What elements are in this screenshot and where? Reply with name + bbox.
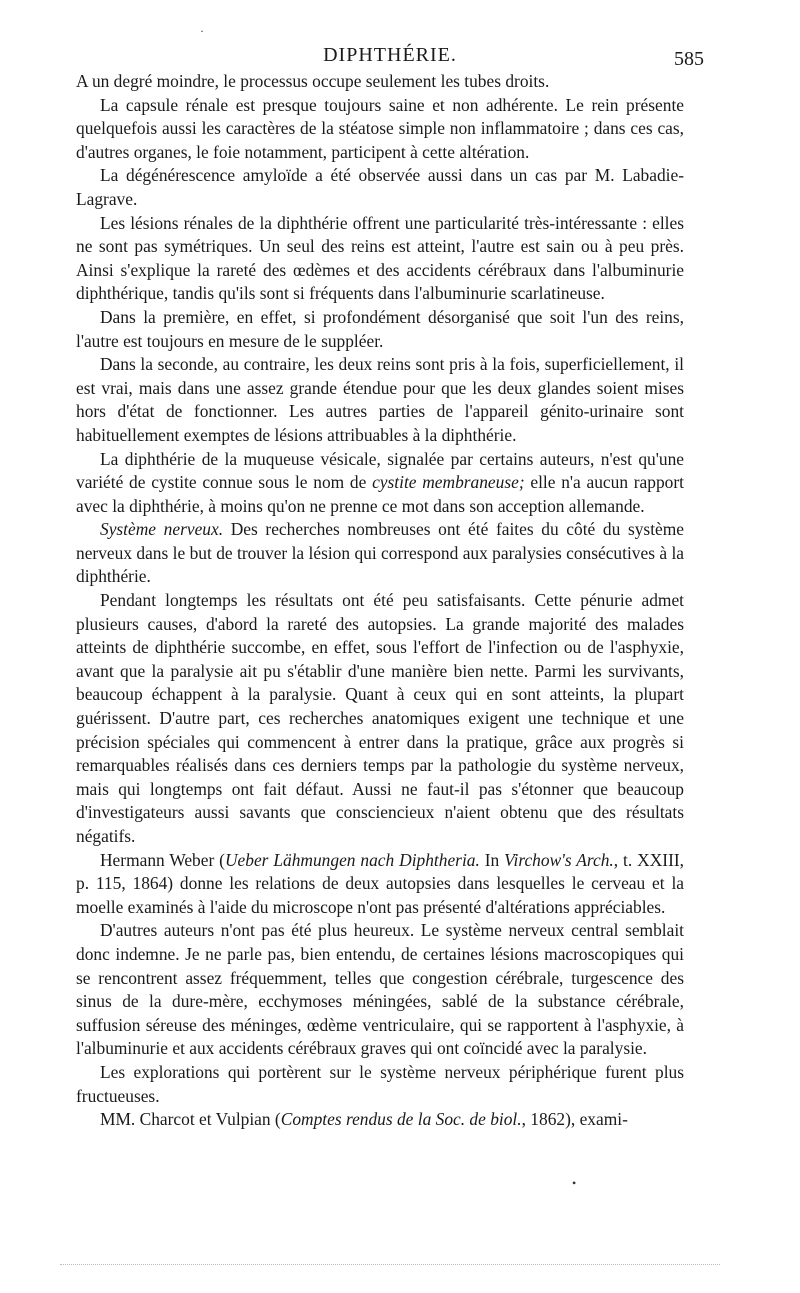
- paragraph: [76, 589, 684, 849]
- text-segment: elle n'a aucun rapport avec la diphthérie, à moins qu'on ne prenne ce mot dans son acception allemande.: [76, 472, 684, 516]
- italic-text-segment: Comptes rendus de la Soc. de biol.: [280, 1109, 522, 1130]
- paragraph: [76, 849, 684, 920]
- text-segment: Les lésions rénales de la diphthérie offrent une particularité très-intéressante : elles ne sont pas symétriques. Un seul des reins est atteint, l'autre est sain ou à peu près. Ainsi s'explique la rareté des œdèmes et des accidents cérébraux dans l'albuminurie diphthérique, tandis qu'ils sont si fréquents dans l'albuminurie scarlatineuse.: [76, 212, 684, 304]
- text-segment: D'autres auteurs n'ont pas été plus heureux. Le système nerveux central semblait donc indemne. Je ne parle pas, bien entendu, de certaines lésions macroscopiques qui se rencontrent assez fréquemment, telles que congestion cérébrale, turgescence des sinus de la dure-mère, ecchymoses méningées, sablé de la substance cérébrale, suffusion séreuse des méninges, œdème ventriculaire, qui se rapportent à l'asphyxie, à l'albuminurie et aux accidents cérébraux graves qui ont coïncidé avec la paralysie.: [76, 920, 684, 1059]
- paragraph: [76, 448, 684, 519]
- paragraph: [76, 919, 684, 1061]
- paragraph: [76, 353, 684, 447]
- paragraph: [76, 94, 684, 165]
- page-bottom-noise: [60, 1262, 720, 1265]
- text-segment: Des recherches nombreuses ont été faites du côté du système nerveux dans le but de trouver la lésion qui correspond aux paralysies consécutives à la diphthérie.: [76, 519, 684, 587]
- paragraph: [76, 70, 684, 94]
- print-speck: ·: [200, 24, 204, 38]
- italic-text-segment: Virchow's Arch.: [504, 849, 614, 870]
- text-segment: , 1862), exami-: [521, 1109, 628, 1130]
- text-segment: La capsule rénale est presque toujours saine et non adhérente. Le rein présente quelquefois aussi les caractères de la stéatose simple non inflammatoire ; dans ces cas, d'autres organes, le foie notamment, participent à cette altération.: [76, 94, 684, 162]
- text-segment: Dans la seconde, au contraire, les deux reins sont pris à la fois, superficiellement, il est vrai, mais dans une assez grande étendue pour que les deux glandes soient mises hors d'état de fonctionner. Les autres parties de l'appareil génito-urinaire sont habituellement exemptes de lésions attribuables à la diphthérie.: [76, 354, 684, 445]
- text-segment: Dans la première, en effet, si profondément désorganisé que soit l'un des reins, l'autre est toujours en mesure de le suppléer.: [76, 306, 684, 351]
- italic-text-segment: Système nerveux.: [100, 519, 224, 540]
- text-segment: Hermann Weber (: [100, 849, 225, 870]
- text-segment: Pendant longtemps les résultats ont été peu satisfaisants. Cette pénurie admet plusieurs causes, d'abord la rareté des autopsies. La grande majorité des malades atteints de diphthérie succombe, en effet, sous l'effort de l'infection ou de l'asphyxie, avant que la paralysie ait pu s'établir d'une manière bien nette. Parmi les survivants, beaucoup échappent à la paralysie. Quant à ceux qui en sont atteints, la plupart guérissent. D'autre part, ces recherches anatomiques exigent une technique et une précision spéciales qui commencent à entrer dans la pratique, grâce aux progrès si remarquables réalisés dans ces derniers temps par la pathologie du système nerveux, mais qui longtemps ont fait défaut. Aussi ne faut-il pas s'étonner que beaucoup d'investigateurs aussi savants que consciencieux n'aient obtenu que des résultats négatifs.: [76, 590, 684, 846]
- text-segment: In: [479, 849, 505, 870]
- text-segment: Les explorations qui portèrent sur le système nerveux périphérique furent plus fructueuses.: [76, 1061, 684, 1106]
- paragraph: [76, 212, 684, 306]
- italic-text-segment: Ueber Lähmungen nach Diphtheria.: [224, 849, 480, 870]
- print-speck: •: [572, 1176, 577, 1190]
- page-number: 585: [674, 48, 704, 70]
- text-segment: MM. Charcot et Vulpian (: [100, 1109, 281, 1130]
- body-text: [76, 70, 684, 1132]
- text-segment: , t. XXIII, p. 115, 1864) donne les relations de deux autopsies dans lesquelles le cerveau et la moelle examinés à l'aide du microscope n'ont pas présenté d'altérations appréciables.: [76, 849, 684, 917]
- paragraph: [76, 1108, 684, 1132]
- italic-text-segment: cystite membraneuse;: [372, 472, 525, 493]
- paragraph: [76, 306, 684, 353]
- paragraph: [76, 1061, 684, 1108]
- paragraph: [76, 164, 684, 211]
- text-segment: La dégénérescence amyloïde a été observée aussi dans un cas par M. Labadie-Lagrave.: [76, 165, 684, 209]
- running-head: [76, 40, 704, 70]
- running-title: DIPHTHÉRIE.: [323, 44, 457, 66]
- text-segment: La diphthérie de la muqueuse vésicale, signalée par certains auteurs, n'est qu'une variété de cystite connue sous le nom de: [76, 448, 684, 493]
- text-segment: A un degré moindre, le processus occupe seulement les tubes droits.: [76, 71, 550, 91]
- paragraph: [76, 518, 684, 589]
